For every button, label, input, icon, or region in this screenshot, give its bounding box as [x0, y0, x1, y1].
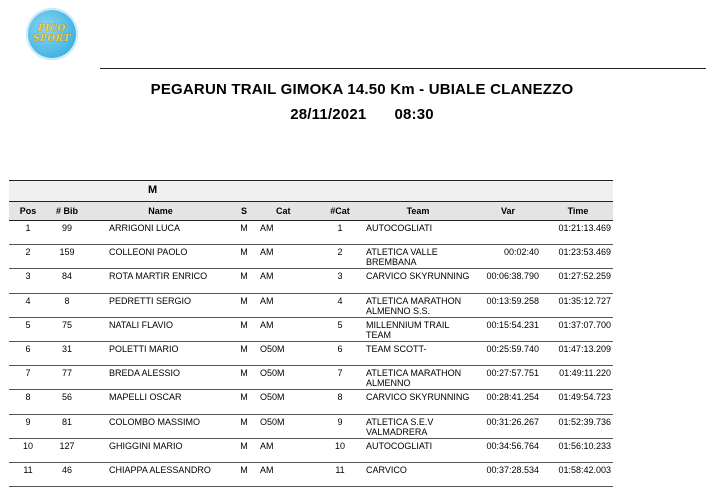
cell-bib: 75	[61, 319, 72, 330]
race-date-time	[0, 106, 724, 123]
cell-cat: AM	[260, 440, 274, 451]
cell-sex: M	[240, 368, 248, 379]
cell-name: GHIGGINI MARIO	[109, 440, 183, 451]
cell-time: 01:37:07.700	[558, 319, 611, 330]
cell-bib: 127	[59, 440, 75, 451]
cell-sex: M	[240, 416, 248, 427]
cell-cat: AM	[260, 271, 274, 282]
race-date: 28/11/2021	[290, 106, 367, 123]
cell-bib: 56	[61, 392, 72, 403]
table-row	[9, 269, 613, 293]
cell-ncat: 8	[337, 392, 343, 403]
cell-cat: AM	[260, 464, 274, 475]
group-header	[9, 181, 613, 202]
cell-cat: O50M	[260, 392, 285, 403]
cell-team: CARVICO	[366, 464, 407, 475]
cell-sex: M	[240, 464, 248, 475]
cell-bib: 84	[61, 271, 72, 282]
cell-team: MILLENNIUM TRAIL TEAM	[366, 319, 450, 340]
cell-var: 00:02:40	[503, 247, 539, 258]
cell-team: TEAM SCOTT-	[366, 343, 427, 354]
cell-name: POLETTI MARIO	[109, 343, 179, 354]
table-row	[9, 221, 613, 245]
cell-name: COLLEONI PAOLO	[109, 247, 188, 258]
cell-sex: M	[240, 343, 248, 354]
table-row	[9, 463, 613, 487]
cell-var: 00:13:59.258	[486, 295, 539, 306]
cell-bib: 81	[61, 416, 72, 427]
cell-sex: M	[240, 319, 248, 330]
column-header-row	[9, 202, 613, 221]
table-row	[9, 245, 613, 269]
race-time: 08:30	[394, 106, 434, 123]
group-label: M	[148, 184, 158, 196]
cell-ncat: 7	[337, 368, 343, 379]
cell-sex: M	[240, 440, 248, 451]
cell-pos: 6	[25, 343, 31, 354]
cell-ncat: 1	[337, 223, 343, 233]
cell-ncat: 5	[337, 319, 343, 330]
cell-team: CARVICO SKYRUNNING	[366, 392, 470, 403]
cell-pos: 4	[25, 295, 31, 306]
cell-time: 01:56:10.233	[558, 440, 611, 451]
cell-cat: O50M	[260, 368, 285, 379]
cell-var: 00:06:38.790	[486, 271, 539, 282]
race-title: PEGARUN TRAIL GIMOKA 14.50 Km - UBIALE CLANEZZO	[150, 81, 574, 98]
cell-var: 00:15:54.231	[486, 319, 539, 330]
table-row	[9, 366, 613, 390]
col-name: Name	[148, 206, 173, 216]
cell-bib: 8	[64, 295, 70, 306]
cell-time: 01:47:13.209	[558, 343, 611, 354]
logo-line-1: PICO	[38, 24, 66, 34]
table-row	[9, 342, 613, 366]
cell-team: ATLETICA S.E.V VALMADRERA	[366, 416, 434, 437]
col-var: Var	[500, 206, 515, 216]
logo-line-2: SPORT	[33, 34, 71, 44]
cell-bib: 159	[59, 247, 75, 258]
cell-sex: M	[240, 223, 248, 233]
cell-pos: 1	[25, 223, 31, 233]
cell-pos: 11	[23, 464, 33, 475]
col-team: Team	[406, 206, 430, 216]
cell-var	[473, 221, 543, 223]
cell-time: 01:49:54.723	[558, 392, 611, 403]
cell-pos: 8	[25, 392, 31, 403]
table-row	[9, 318, 613, 342]
cell-team: ATLETICA MARATHON ALMENNO S.S.	[366, 295, 462, 316]
cell-ncat: 10	[334, 440, 345, 451]
cell-var: 00:27:57.751	[486, 368, 539, 379]
cell-sex: M	[240, 247, 248, 258]
cell-cat: O50M	[260, 416, 285, 427]
col-pos: Pos	[19, 206, 37, 216]
cell-ncat: 6	[337, 343, 343, 354]
cell-name: CHIAPPA ALESSANDRO	[109, 464, 211, 475]
pico-sport-logo	[26, 8, 78, 60]
table-row	[9, 439, 613, 463]
col-sex: S	[240, 206, 247, 216]
cell-bib: 31	[61, 343, 72, 354]
cell-pos: 2	[25, 247, 31, 258]
cell-bib: 77	[61, 368, 72, 379]
cell-pos: 5	[25, 319, 31, 330]
cell-team: AUTOCOGLIATI	[366, 440, 433, 451]
cell-bib: 46	[61, 464, 72, 475]
table-row	[9, 390, 613, 414]
cell-sex: M	[240, 392, 248, 403]
cell-name: MAPELLI OSCAR	[109, 392, 182, 403]
table-row	[9, 415, 613, 439]
cell-ncat: 4	[337, 295, 343, 306]
cell-ncat: 2	[337, 247, 343, 258]
cell-var: 00:31:26.267	[486, 416, 539, 427]
cell-cat: AM	[260, 247, 274, 258]
cell-name: COLOMBO MASSIMO	[109, 416, 201, 427]
table-body	[9, 221, 613, 487]
cell-cat: AM	[260, 319, 274, 330]
cell-team: AUTOCOGLIATI	[366, 223, 433, 233]
cell-cat: O50M	[260, 343, 285, 354]
cell-team: ATLETICA VALLE BREMBANA	[366, 247, 438, 268]
cell-var: 00:25:59.740	[486, 343, 539, 354]
cell-ncat: 11	[335, 464, 345, 475]
cell-team: CARVICO SKYRUNNING	[366, 271, 470, 282]
table-row	[9, 294, 613, 318]
cell-pos: 9	[25, 416, 31, 427]
cell-name: ARRIGONI LUCA	[109, 223, 181, 233]
cell-var: 00:37:28.534	[486, 464, 539, 475]
cell-time: 01:52:39.736	[558, 416, 611, 427]
cell-time: 01:58:42.003	[558, 464, 611, 475]
cell-time: 01:23:53.469	[558, 247, 611, 258]
cell-name: NATALI FLAVIO	[109, 319, 174, 330]
cell-pos: 10	[22, 440, 33, 451]
cell-time: 01:27:52.259	[558, 271, 611, 282]
results-table	[9, 180, 613, 487]
cell-var: 00:28:41.254	[486, 392, 539, 403]
col-cat: Cat	[276, 206, 291, 216]
col-time: Time	[567, 206, 589, 216]
cell-name: ROTA MARTIR ENRICO	[109, 271, 208, 282]
cell-cat: AM	[260, 223, 274, 233]
cell-var: 00:34:56.764	[486, 440, 539, 451]
cell-pos: 7	[25, 368, 31, 379]
cell-sex: M	[240, 271, 248, 282]
cell-cat: AM	[260, 295, 274, 306]
cell-time: 01:21:13.469	[558, 223, 611, 233]
cell-team: ATLETICA MARATHON ALMENNO	[366, 368, 462, 389]
cell-name: BREDA ALESSIO	[109, 368, 181, 379]
cell-sex: M	[240, 295, 248, 306]
cell-ncat: 3	[337, 271, 343, 282]
cell-name: PEDRETTI SERGIO	[109, 295, 192, 306]
cell-pos: 3	[25, 271, 31, 282]
col-ncat: #Cat	[330, 206, 350, 216]
col-bib: # Bib	[55, 206, 78, 216]
header-rule	[100, 68, 706, 69]
cell-time: 01:35:12.727	[558, 295, 611, 306]
cell-bib: 99	[61, 223, 72, 233]
cell-time: 01:49:11.220	[559, 368, 611, 379]
cell-ncat: 9	[337, 416, 343, 427]
